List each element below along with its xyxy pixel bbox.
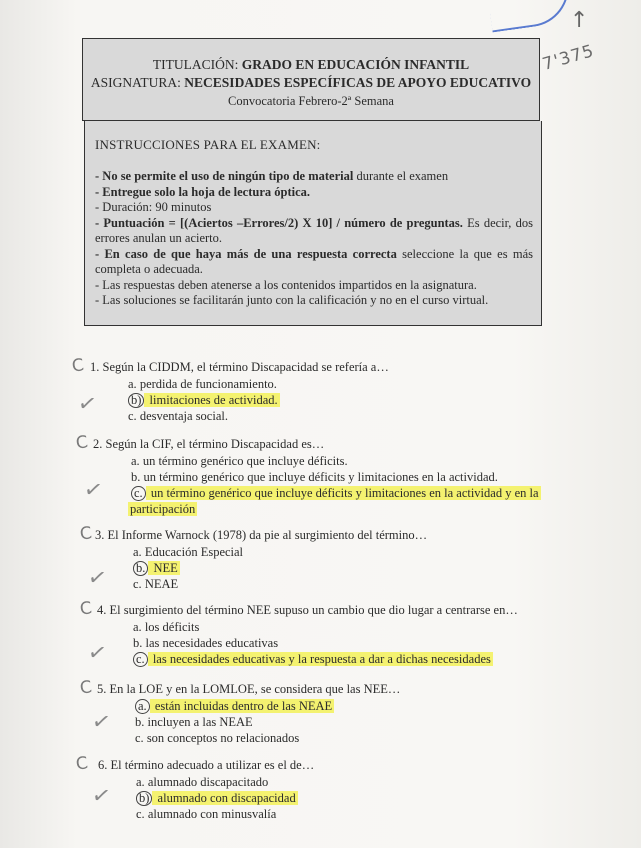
option bbox=[128, 409, 228, 424]
instruction-text: Es decir, dos errores anulan un acierto. bbox=[95, 215, 533, 245]
instruction-item bbox=[95, 216, 533, 247]
check-mark-icon: ✓ bbox=[85, 639, 109, 668]
option-text: desventaja social. bbox=[136, 409, 228, 423]
option-letter: a. bbox=[128, 377, 137, 391]
margin-c-mark: C bbox=[78, 677, 94, 699]
option-text: NEE bbox=[150, 561, 178, 575]
selected-option bbox=[133, 652, 493, 667]
margin-c-mark: C bbox=[74, 432, 90, 454]
instruction-bold: - En caso de que haya más de una respuesta correcta bbox=[95, 246, 397, 261]
titulacion-line: TITULACIÓN: GRADO EN EDUCACIÓN INFANTIL bbox=[152, 57, 470, 72]
option bbox=[135, 731, 299, 746]
option-continuation bbox=[128, 502, 197, 517]
check-mark-icon: ✓ bbox=[81, 476, 105, 505]
option-letter: c. bbox=[133, 577, 142, 591]
option bbox=[135, 715, 253, 730]
option-text: están incluidas dentro de las NEAE bbox=[151, 699, 333, 713]
margin-c-mark: C bbox=[78, 523, 94, 545]
instruction-bold: - Puntuación = [(Aciertos –Errores/2) X 10] / número de preguntas. bbox=[95, 215, 463, 230]
option bbox=[128, 377, 277, 392]
question-stem: 5. En la LOE y en la LOMLOE, se considera que las NEE… bbox=[97, 682, 401, 696]
handwritten-arrow: ↑ bbox=[570, 8, 589, 33]
option-letter: c. bbox=[128, 409, 137, 423]
option bbox=[133, 545, 243, 560]
convocatoria-line: Convocatoria Febrero-2ª Semana bbox=[228, 94, 394, 108]
instructions-list bbox=[95, 169, 533, 309]
question-stem: 3. El Informe Warnock (1978) da pie al surgimiento del término… bbox=[95, 528, 428, 542]
instruction-text: - Las respuestas deben atenerse a los contenidos impartidos en la asignatura. bbox=[95, 277, 477, 292]
option bbox=[133, 636, 278, 651]
question-stem: 4. El surgimiento del término NEE supuso un cambio que dio lugar a centrarse en… bbox=[97, 603, 518, 617]
margin-c-mark: C bbox=[74, 753, 90, 775]
option-text: incluyen a las NEAE bbox=[144, 715, 253, 729]
option-text: las necesidades educativas y la respuesta a dar a dichas necesidades bbox=[149, 652, 491, 666]
option-text: NEAE bbox=[141, 577, 179, 591]
option-text: son conceptos no relacionados bbox=[143, 731, 300, 745]
option-letter: a. bbox=[133, 620, 142, 634]
option-letter: b) bbox=[128, 393, 144, 408]
option-text: las necesidades educativas bbox=[142, 636, 279, 650]
option-letter: c. bbox=[131, 486, 146, 501]
option-letter: c. bbox=[135, 731, 144, 745]
option-letter: a. bbox=[135, 699, 150, 714]
option-text: un término genérico que incluye déficits. bbox=[139, 454, 348, 468]
option-text: perdida de funcionamiento. bbox=[136, 377, 277, 391]
instruction-item bbox=[95, 293, 533, 309]
option-text: Educación Especial bbox=[141, 545, 244, 559]
instruction-bold: - Entregue solo la hoja de lectura óptica. bbox=[95, 184, 311, 199]
option bbox=[131, 454, 348, 469]
selected-option bbox=[133, 561, 180, 576]
margin-c-mark: C bbox=[78, 598, 94, 620]
option-text: limitaciones de actividad. bbox=[146, 393, 278, 407]
instruction-item bbox=[95, 185, 533, 201]
instruction-item bbox=[95, 200, 533, 216]
selected-option bbox=[136, 791, 298, 806]
selected-option bbox=[128, 393, 280, 408]
check-mark-icon: ✓ bbox=[89, 708, 113, 737]
option-letter: b. bbox=[133, 636, 143, 650]
question-stem: 1. Según la CIDDM, el término Discapacidad se refería a… bbox=[90, 360, 389, 374]
option-letter: c. bbox=[136, 807, 145, 821]
exam-header bbox=[82, 38, 540, 121]
instruction-text: durante el examen bbox=[353, 169, 449, 183]
instruction-text: seleccione la que es más completa o adecuada. bbox=[95, 246, 534, 276]
check-mark-icon: ✓ bbox=[85, 564, 109, 593]
option-text: los déficits bbox=[141, 620, 200, 634]
instructions-box bbox=[84, 121, 542, 326]
option-letter: a. bbox=[131, 454, 140, 468]
option-text: participación bbox=[130, 502, 196, 516]
option-letter: a. bbox=[133, 545, 142, 559]
check-mark-icon: ✓ bbox=[75, 390, 99, 419]
option bbox=[133, 620, 199, 635]
option-letter: b. bbox=[131, 470, 141, 484]
option-text: alumnado con minusvalía bbox=[144, 807, 277, 821]
margin-c-mark: C bbox=[70, 355, 86, 377]
option-text: un término genérico que incluye déficits y limitaciones en la actividad. bbox=[140, 470, 498, 484]
option-text: alumnado con discapacidad bbox=[154, 791, 296, 805]
question-stem: 6. El término adecuado a utilizar es el de… bbox=[98, 758, 315, 772]
selected-option bbox=[135, 699, 334, 714]
instruction-item bbox=[95, 247, 533, 278]
check-mark-icon: ✓ bbox=[89, 782, 113, 811]
option bbox=[136, 807, 276, 822]
ink-scribble bbox=[486, 0, 574, 32]
instruction-bold: - No se permite el uso de ningún tipo de material bbox=[95, 169, 354, 183]
instruction-text: - Duración: 90 minutos bbox=[95, 200, 212, 214]
option-text: un término genérico que incluye déficits y limitaciones en la actividad y en la bbox=[147, 486, 539, 500]
option bbox=[136, 775, 268, 790]
selected-option bbox=[131, 486, 541, 501]
asignatura-line: ASIGNATURA: NECESIDADES ESPECÍFICAS DE APOYO EDUCATIVO bbox=[90, 75, 532, 90]
instruction-text: - Las soluciones se facilitarán junto con la calificación y no en el curso virtual. bbox=[95, 293, 489, 307]
option-text: alumnado discapacitado bbox=[144, 775, 269, 789]
option-letter: c. bbox=[133, 652, 148, 667]
instructions-title: INSTRUCCIONES PARA EL EXAMEN: bbox=[95, 137, 321, 152]
instruction-item bbox=[95, 278, 533, 294]
instruction-item bbox=[95, 169, 533, 185]
option bbox=[131, 470, 498, 485]
question-stem: 2. Según la CIF, el término Discapacidad es… bbox=[93, 437, 325, 451]
option-letter: a. bbox=[136, 775, 145, 789]
option-letter: b. bbox=[135, 715, 145, 729]
option bbox=[133, 577, 178, 592]
option-letter: b. bbox=[133, 561, 148, 576]
handwritten-score: 7'375 bbox=[540, 41, 597, 75]
option-letter: b) bbox=[136, 791, 152, 806]
